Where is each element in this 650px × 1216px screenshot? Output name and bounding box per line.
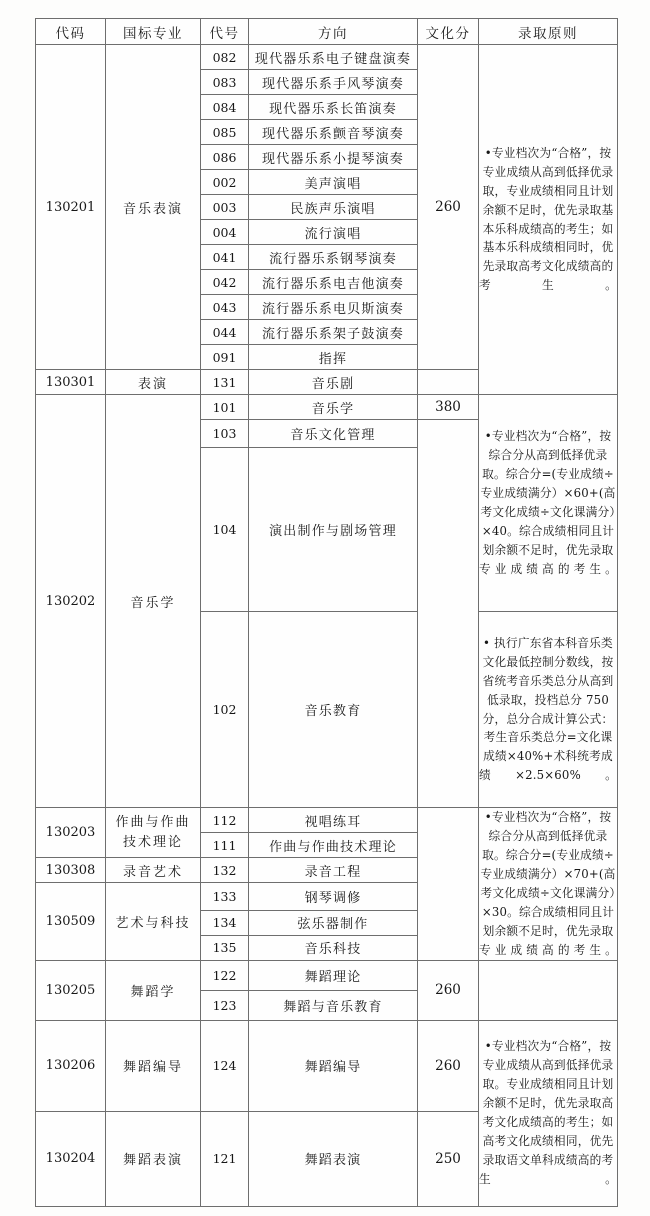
cell-code: 130205 <box>36 960 106 1020</box>
cell-admission-rule: •专业档次为“合格”，按专业成绩从高到低择优录取，专业成绩相同且计划余额不足时，优先录取基本乐科成绩高的考生；如基本乐科成绩相同时，优先录取高考文化成绩高的考生。 <box>479 45 618 395</box>
cell-admission-rule: •专业档次为“合格”，按专业成绩从高到低择优录取。专业成绩相同且计划余额不足时，优先录取高考文化成绩高的考生；如高考文化成绩相同，优先录取语文单科成绩高的考生。 <box>479 1020 618 1206</box>
cell-culture-score <box>418 370 479 395</box>
cell-major-line1: 作曲与作曲 <box>115 815 191 830</box>
cell-major: 表演 <box>106 370 201 395</box>
cell-direction-id: 086 <box>201 145 249 170</box>
table-row <box>36 395 618 420</box>
cell-direction-name: 视唱练耳 <box>249 808 418 833</box>
cell-major: 录音艺术 <box>106 858 201 883</box>
cell-direction-name: 流行器乐系电吉他演奏 <box>249 270 418 295</box>
cell-direction-id: 084 <box>201 95 249 120</box>
cell-direction-id: 003 <box>201 195 249 220</box>
cell-admission-rule <box>479 960 618 1020</box>
cell-direction-name: 现代器乐系颤音琴演奏 <box>249 120 418 145</box>
cell-direction-name: 流行器乐系钢琴演奏 <box>249 245 418 270</box>
table-row <box>36 808 618 833</box>
cell-code: 130203 <box>36 808 106 858</box>
header-major: 国标专业 <box>106 19 201 45</box>
cell-major: 艺术与科技 <box>106 883 201 961</box>
cell-direction-name: 流行演唱 <box>249 220 418 245</box>
cell-direction-id: 004 <box>201 220 249 245</box>
cell-direction-name: 音乐文化管理 <box>249 420 418 448</box>
cell-direction-name: 音乐学 <box>249 395 418 420</box>
cell-major: 音乐表演 <box>106 45 201 370</box>
cell-culture-score <box>418 420 479 808</box>
table-row <box>36 960 618 990</box>
cell-direction-name: 音乐教育 <box>249 612 418 808</box>
cell-major: 舞蹈编导 <box>106 1020 201 1111</box>
cell-direction-id: 042 <box>201 270 249 295</box>
cell-code: 130206 <box>36 1020 106 1111</box>
cell-direction-id: 112 <box>201 808 249 833</box>
cell-direction-name: 指挥 <box>249 345 418 370</box>
cell-culture-score <box>418 808 479 961</box>
header-direction: 方向 <box>249 19 418 45</box>
table-header <box>36 19 618 45</box>
cell-direction-id: 082 <box>201 45 249 70</box>
cell-admission-rule: • 执行广东省本科音乐类文化最低控制分数线，按省统考音乐类总分从高到低录取，投档总分 750 分，总分合成计算公式：考生音乐类总分=文化课成绩×40%+术科统考成绩×2.5×60%。 <box>479 612 618 808</box>
cell-direction-id: 133 <box>201 883 249 911</box>
cell-direction-name: 现代器乐系电子键盘演奏 <box>249 45 418 70</box>
header-code: 代码 <box>36 19 106 45</box>
cell-culture-score: 260 <box>418 45 479 370</box>
cell-direction-name: 现代器乐系小提琴演奏 <box>249 145 418 170</box>
cell-direction-id: 135 <box>201 935 249 960</box>
cell-code: 130201 <box>36 45 106 370</box>
cell-direction-name: 舞蹈理论 <box>249 960 418 990</box>
cell-direction-id: 124 <box>201 1020 249 1111</box>
cell-major: 舞蹈表演 <box>106 1111 201 1206</box>
cell-major <box>106 808 201 858</box>
cell-direction-id: 104 <box>201 448 249 612</box>
cell-culture-score: 260 <box>418 960 479 1020</box>
cell-direction-name: 流行器乐系架子鼓演奏 <box>249 320 418 345</box>
cell-code: 130308 <box>36 858 106 883</box>
cell-direction-id: 102 <box>201 612 249 808</box>
cell-direction-id: 041 <box>201 245 249 270</box>
cell-direction-id: 122 <box>201 960 249 990</box>
header-id: 代号 <box>201 19 249 45</box>
cell-direction-name: 民族声乐演唱 <box>249 195 418 220</box>
cell-admission-rule: •专业档次为“合格”，按综合分从高到低择优录取。综合分=(专业成绩÷专业成绩满分）×70+(高考文化成绩÷文化课满分）×30。综合成绩相同且计划余额不足时，优先录取专业成绩高的考生。 <box>479 808 618 961</box>
cell-direction-id: 101 <box>201 395 249 420</box>
cell-direction-id: 043 <box>201 295 249 320</box>
admission-majors-table <box>35 18 618 1207</box>
cell-culture-score: 380 <box>418 395 479 420</box>
cell-direction-name: 舞蹈与音乐教育 <box>249 990 418 1020</box>
cell-code: 130204 <box>36 1111 106 1206</box>
cell-direction-name: 舞蹈编导 <box>249 1020 418 1111</box>
cell-direction-id: 083 <box>201 70 249 95</box>
cell-code: 130509 <box>36 883 106 961</box>
cell-major: 音乐学 <box>106 395 201 808</box>
cell-direction-id: 091 <box>201 345 249 370</box>
cell-code: 130301 <box>36 370 106 395</box>
cell-direction-name: 钢琴调修 <box>249 883 418 911</box>
table-row <box>36 45 618 70</box>
cell-direction-id: 103 <box>201 420 249 448</box>
cell-direction-name: 演出制作与剧场管理 <box>249 448 418 612</box>
cell-major: 舞蹈学 <box>106 960 201 1020</box>
cell-direction-id: 134 <box>201 910 249 935</box>
cell-direction-name: 美声演唱 <box>249 170 418 195</box>
table-row <box>36 1020 618 1111</box>
cell-direction-id: 132 <box>201 858 249 883</box>
header-admission-rule: 录取原则 <box>479 19 618 45</box>
cell-direction-name: 音乐科技 <box>249 935 418 960</box>
cell-direction-name: 舞蹈表演 <box>249 1111 418 1206</box>
cell-direction-name: 弦乐器制作 <box>249 910 418 935</box>
header-culture-score: 文化分 <box>418 19 479 45</box>
cell-direction-id: 131 <box>201 370 249 395</box>
cell-major-line2: 技术理论 <box>122 834 183 850</box>
cell-direction-name: 流行器乐系电贝斯演奏 <box>249 295 418 320</box>
cell-code: 130202 <box>36 395 106 808</box>
cell-direction-id: 002 <box>201 170 249 195</box>
cell-direction-name: 录音工程 <box>249 858 418 883</box>
cell-direction-id: 044 <box>201 320 249 345</box>
table-header-row <box>36 19 618 45</box>
cell-culture-score: 250 <box>418 1111 479 1206</box>
cell-direction-name: 作曲与作曲技术理论 <box>249 833 418 858</box>
cell-culture-score: 260 <box>418 1020 479 1111</box>
cell-direction-name: 现代器乐系长笛演奏 <box>249 95 418 120</box>
cell-direction-id: 085 <box>201 120 249 145</box>
cell-direction-name: 现代器乐系手风琴演奏 <box>249 70 418 95</box>
table-body <box>36 45 618 1207</box>
cell-direction-id: 111 <box>201 833 249 858</box>
cell-direction-name: 音乐剧 <box>249 370 418 395</box>
cell-direction-id: 121 <box>201 1111 249 1206</box>
cell-admission-rule: •专业档次为“合格”，按综合分从高到低择优录取。综合分=(专业成绩÷专业成绩满分）×60+(高考文化成绩÷文化课满分）×40。综合成绩相同且计划余额不足时，优先录取专业成绩高的考生。 <box>479 395 618 612</box>
cell-direction-id: 123 <box>201 990 249 1020</box>
